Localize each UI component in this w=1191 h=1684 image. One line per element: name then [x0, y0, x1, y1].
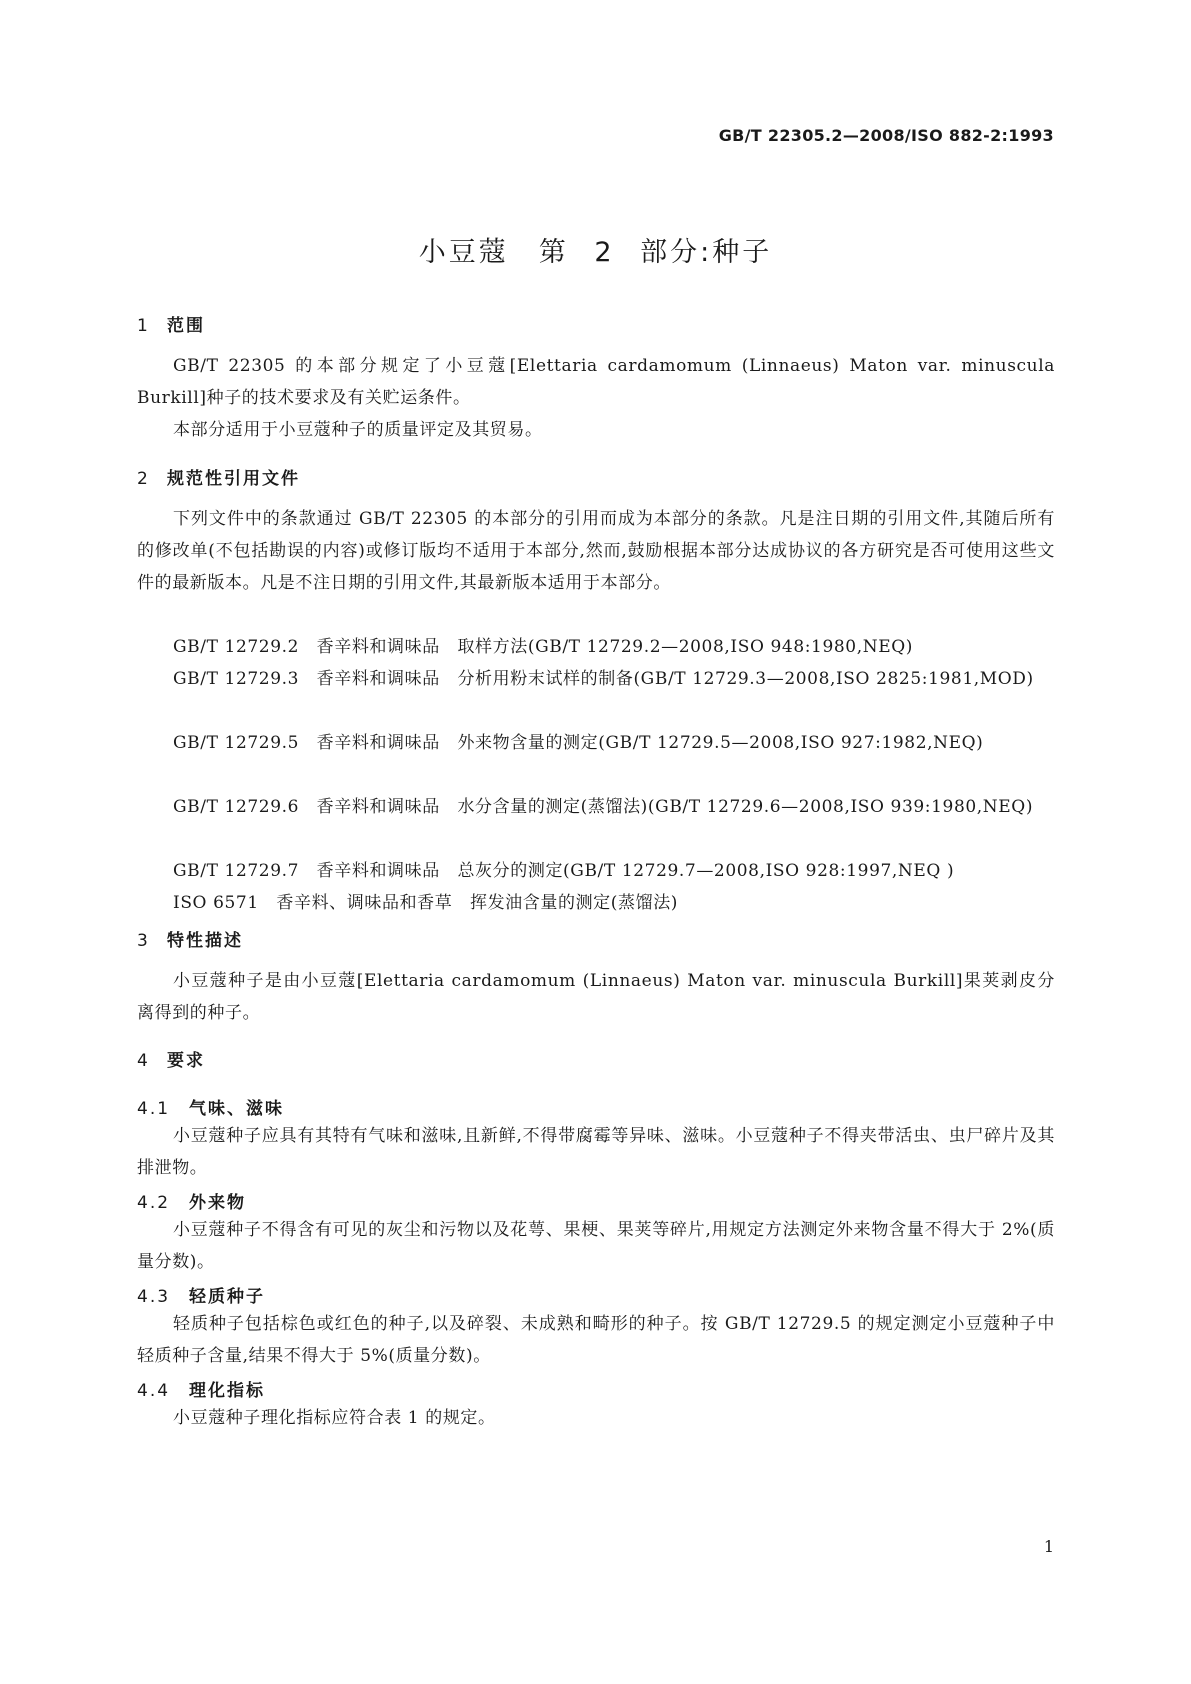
subsection-4-4-heading — [137, 1376, 265, 1401]
standard-code: GB/T 22305.2—2008/ISO 882-2:1993 — [718, 126, 1054, 145]
subsection-title: 理化指标 — [189, 1381, 265, 1401]
subsection-4-1-paragraph: 小豆蔻种子应具有其特有气味和滋味,且新鲜,不得带腐霉等异味、滋味。小豆蔻种子不得夹带活虫、虫尸碎片及其排泄物。 — [137, 1126, 1055, 1178]
subsection-4-4-paragraph: 小豆蔻种子理化指标应符合表 1 的规定。 — [173, 1408, 496, 1428]
document-title: 小豆蔻 第 2 部分:种子 — [418, 237, 773, 268]
page-number: 1 — [1043, 1537, 1054, 1556]
section-1-paragraph-1: GB/T 22305 的本部分规定了小豆蔻[Elettaria cardamomum (Linnaeus) Maton var. minuscula Burkill]种子的技术要求及有关贮运条件。 — [137, 356, 1055, 408]
subsection-number: 4.1 — [137, 1099, 171, 1119]
reference-item: GB/T 12729.3 香辛料和调味品 分析用粉末试样的制备(GB/T 12729.3—2008,ISO 2825:1981,MOD) — [173, 669, 1034, 689]
subsection-4-2-heading — [137, 1188, 246, 1213]
section-number: 1 — [137, 316, 150, 336]
section-2-heading — [137, 464, 300, 489]
section-title: 特性描述 — [167, 931, 243, 951]
subsection-title: 气味、滋味 — [189, 1099, 284, 1119]
subsection-number: 4.3 — [137, 1287, 171, 1307]
section-3-heading — [137, 926, 243, 951]
reference-item: GB/T 12729.6 香辛料和调味品 水分含量的测定(蒸馏法)(GB/T 12729.6—2008,ISO 939:1980,NEQ) — [173, 797, 1034, 817]
section-number: 4 — [137, 1051, 150, 1071]
subsection-title: 轻质种子 — [189, 1287, 265, 1307]
reference-item: ISO 6571 香辛料、调味品和香草 挥发油含量的测定(蒸馏法) — [173, 893, 679, 913]
subsection-number: 4.4 — [137, 1381, 171, 1401]
section-4-heading — [137, 1046, 205, 1071]
section-title: 规范性引用文件 — [167, 469, 300, 489]
section-title: 要求 — [167, 1051, 205, 1071]
subsection-4-3-paragraph: 轻质种子包括棕色或红色的种子,以及碎裂、未成熟和畸形的种子。按 GB/T 12729.5 的规定测定小豆蔻种子中轻质种子含量,结果不得大于 5%(质量分数)。 — [137, 1314, 1055, 1366]
reference-item: GB/T 12729.2 香辛料和调味品 取样方法(GB/T 12729.2—2008,ISO 948:1980,NEQ) — [173, 637, 913, 657]
reference-item: GB/T 12729.5 香辛料和调味品 外来物含量的测定(GB/T 12729.5—2008,ISO 927:1982,NEQ) — [173, 733, 984, 753]
subsection-4-1-heading — [137, 1094, 284, 1119]
reference-item: GB/T 12729.7 香辛料和调味品 总灰分的测定(GB/T 12729.7—2008,ISO 928:1997,NEQ ) — [173, 861, 955, 881]
subsection-4-3-heading — [137, 1282, 265, 1307]
subsection-4-2-paragraph: 小豆蔻种子不得含有可见的灰尘和污物以及花萼、果梗、果荚等碎片,用规定方法测定外来物含量不得大于 2%(质量分数)。 — [137, 1220, 1055, 1272]
section-title: 范围 — [167, 316, 205, 336]
subsection-number: 4.2 — [137, 1193, 171, 1213]
section-3-paragraph-1: 小豆蔻种子是由小豆蔻[Elettaria cardamomum (Linnaeus) Maton var. minuscula Burkill]果荚剥皮分离得到的种子。 — [137, 971, 1055, 1023]
section-1-paragraph-2: 本部分适用于小豆蔻种子的质量评定及其贸易。 — [173, 420, 543, 440]
section-2-paragraph-1: 下列文件中的条款通过 GB/T 22305 的本部分的引用而成为本部分的条款。凡是注日期的引用文件,其随后所有的修改单(不包括勘误的内容)或修订版均不适用于本部分,然而,鼓励根据本部分达成协议的各方研究是否可使用这些文件的最新版本。凡是不注日期的引用文件,其最新版本适用于本部分。 — [137, 509, 1055, 593]
section-1-heading — [137, 311, 205, 336]
section-number: 2 — [137, 469, 150, 489]
section-number: 3 — [137, 931, 150, 951]
subsection-title: 外来物 — [189, 1193, 246, 1213]
